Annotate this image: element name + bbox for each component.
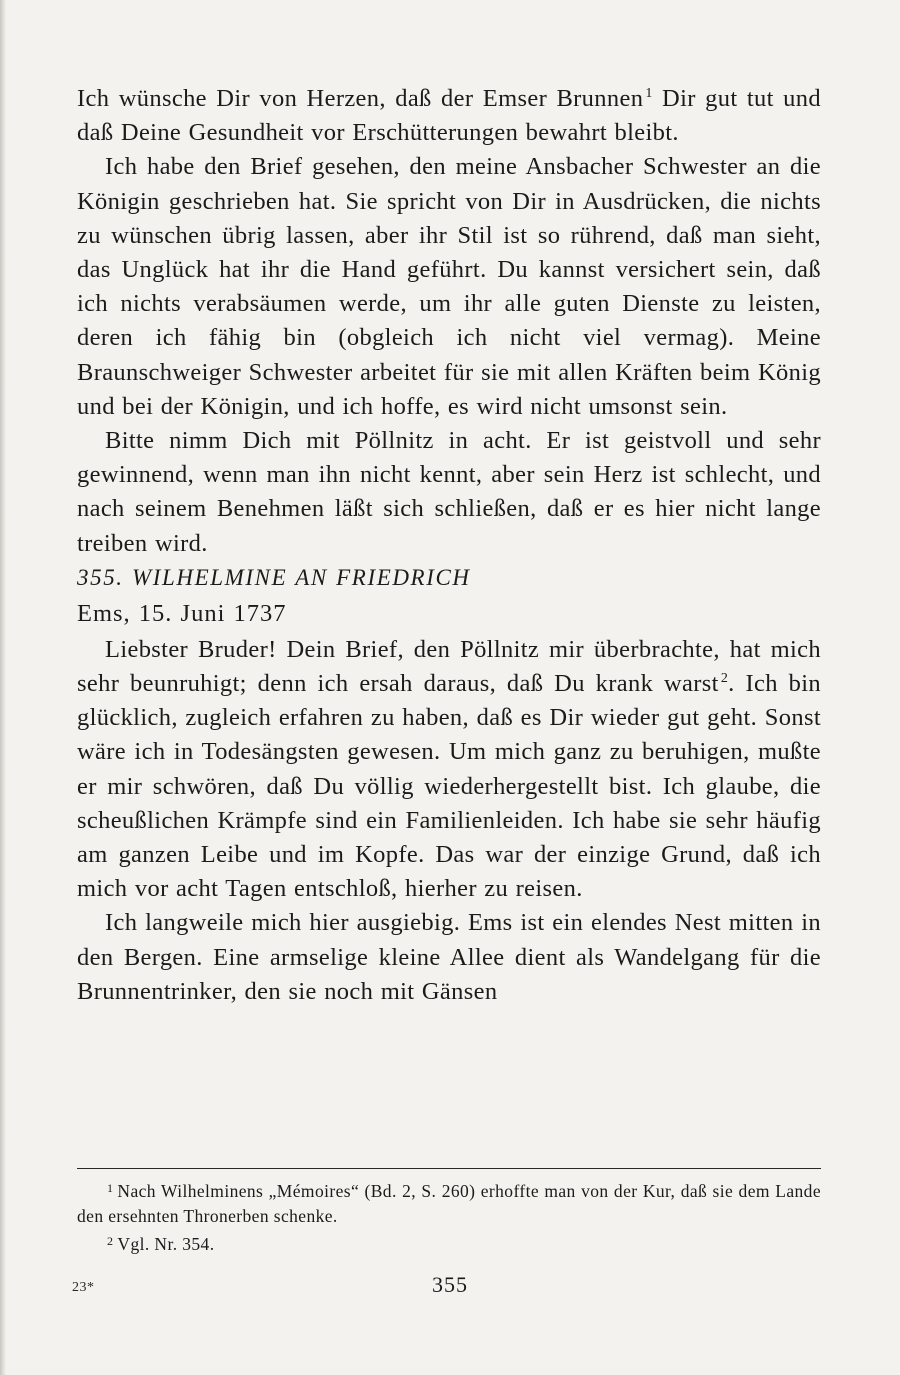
footnote-1-text: Nach Wilhelminens „Mémoires“ (Bd. 2, S. 260) erhoffte man von der Kur, daß sie dem Lande den ersehnten Thronerben schenke. <box>77 1181 821 1226</box>
footnote-2-marker: 2 <box>107 1234 114 1248</box>
paragraph-4 <box>77 633 821 907</box>
footnote-ref-2[interactable]: 2 <box>720 671 729 687</box>
main-text <box>77 82 821 1009</box>
footnote-divider <box>77 1168 821 1169</box>
footnote-1-marker: 1 <box>107 1181 114 1195</box>
footnote-2 <box>77 1229 821 1257</box>
footnote-1 <box>77 1176 821 1229</box>
footnotes <box>77 1176 821 1257</box>
letter-place-date: Ems, 15. Juni 1737 <box>77 599 287 627</box>
paragraph-4-text-a: Liebster Bruder! Dein Brief, den Pöllnitz mir überbrachte, hat mich sehr beunruhigt; denn ich ersah daraus, daß Du krank warst <box>77 635 821 698</box>
page-edge <box>0 0 6 1375</box>
paragraph-1 <box>77 82 821 150</box>
paragraph-4-text-b: . Ich bin glücklich, zugleich erfahren zu haben, daß es Dir wieder gut geht. Sonst wäre ich in Todesängsten gewesen. Um mich ganz zu beruhigen, mußte er mir schwören, daß Du völlig wiederhergestellt bist. Ich glaube, die scheußlichen Krämpfe sind ein Familienleiden. Ich habe sie sehr häufig am ganzen Leibe und im Kopfe. Das war der einzige Grund, daß ich mich vor acht Tagen entschloß, hierher zu reisen. <box>77 670 821 903</box>
footnote-2-text: Vgl. Nr. 354. <box>117 1234 215 1254</box>
paragraph-1-text-b: Dir gut tut und daß Deine Gesundheit vor Erschütterungen bewahrt bleibt. <box>77 85 821 147</box>
paragraph-2: Ich habe den Brief gesehen, den meine Ansbacher Schwester an die Königin geschrieben hat. Sie spricht von Dir in Ausdrücken, die nichts zu wünschen übrig lassen, aber ihr Stil ist so rührend, daß man sieht, das Unglück hat ihr die Hand geführt. Du kannst versichert sein, daß ich nichts verabsäumen werde, um ihr alle guten Dienste zu leisten, deren ich fähig bin (obgleich ich nicht viel vermag). Meine Braunschweiger Schwester arbeitet für sie mit allen Kräften beim König und bei der Königin, und ich hoffe, es wird nicht umsonst sein. <box>77 153 821 420</box>
paragraph-1-text-a: Ich wünsche Dir von Herzen, daß der Emser Brunnen <box>77 85 644 112</box>
footnote-ref-1[interactable]: 1 <box>645 86 653 101</box>
paragraph-5: Ich langweile mich hier ausgiebig. Ems ist ein elendes Nest mitten in den Bergen. Eine armselige kleine Allee dient als Wandelgang für die Brunnentrinker, den sie noch mit Gänsen <box>77 909 821 1005</box>
page-number: 355 <box>432 1272 468 1297</box>
paragraph-3: Bitte nimm Dich mit Pöllnitz in acht. Er ist geistvoll und sehr gewinnend, wenn man ihn nicht kennt, aber sein Herz ist schlecht, und nach seinem Benehmen läßt sich schließen, daß er es hier nicht lange treiben wird. <box>77 427 821 557</box>
letter-heading: 355. WILHELMINE AN FRIEDRICH <box>77 564 471 590</box>
signature-mark: 23* <box>72 1280 95 1295</box>
